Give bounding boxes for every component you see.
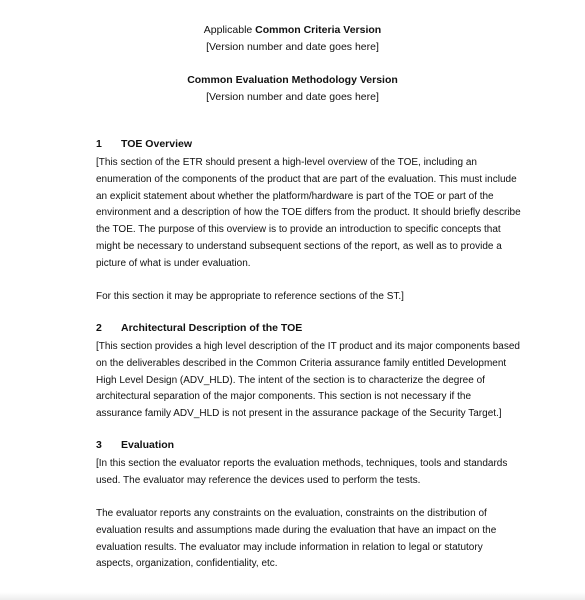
section-3-title: Evaluation — [121, 439, 175, 451]
section-2-number: 2 — [96, 322, 102, 334]
section-1-number: 1 — [96, 138, 102, 150]
text-line: For this section it may be appropriate to reference sections of the ST.] — [96, 291, 404, 302]
section-1-paragraph-1 — [96, 155, 521, 273]
text-line: The evaluator reports any constraints on the evaluation, constraints on the distribution of — [96, 508, 487, 519]
text-line: architectural separation of the major components. This section is not necessary if the — [96, 391, 472, 403]
cc-version-title: Common Criteria Version — [255, 24, 382, 36]
section-1-heading — [96, 136, 192, 152]
section-2-title: Architectural Description of the TOE — [121, 322, 303, 334]
section-3-number: 3 — [96, 439, 102, 451]
cc-version-placeholder: [Version number and date goes here] — [206, 41, 379, 53]
section-2-paragraph-1 — [96, 339, 520, 423]
text-line: used. The evaluator may reference the devices used to perform the tests. — [96, 474, 421, 486]
section-1-title: TOE Overview — [121, 138, 193, 150]
section-3-heading — [96, 437, 174, 453]
text-line: aspects, organization, confidentiality, etc. — [96, 558, 278, 570]
cem-version-placeholder: [Version number and date goes here] — [206, 91, 379, 103]
text-line: evaluation results and assumptions made during the evaluation that have an impact on the — [96, 524, 497, 536]
text-line: High Level Design (ADV_HLD). The intent of the section is to characterize the degree of — [96, 374, 485, 386]
text-line: environment and a description of how the TOE differs from the product. It should briefly describe — [96, 207, 521, 219]
section-1-paragraph-2 — [96, 289, 516, 306]
text-line: assurance family ADV_HLD is not present in the assurance package of the Security Target.] — [96, 408, 502, 420]
cc-version-prefix: Applicable — [203, 24, 256, 36]
text-line: evaluation results. The evaluator may include information in relation to legal or statutory — [96, 541, 483, 553]
text-line: picture of what is under evaluation. — [96, 257, 251, 269]
section-2-heading — [96, 320, 302, 336]
text-line: enumeration of the components of the product that are part of the evaluation. This must include — [96, 173, 517, 185]
section-3-paragraph-2 — [96, 506, 516, 573]
cc-version-line — [0, 22, 585, 38]
text-line: [In this section the evaluator reports the evaluation methods, techniques, tools and standards — [96, 458, 508, 469]
text-line: [This section of the ETR should present a high-level overview of the TOE, including an — [96, 157, 477, 168]
text-line: might be necessary to understand subsequent sections of the report, as well as to provide a — [96, 240, 502, 252]
cem-version-title: Common Evaluation Methodology Version — [187, 74, 398, 86]
text-line: an explicit statement about whether the platform/hardware is part of the TOE or part of the — [96, 190, 494, 202]
section-3-paragraph-1 — [96, 456, 516, 490]
page-bottom-shadow — [0, 592, 585, 600]
text-line: on the deliverables described in the Common Criteria assurance family entitled Development — [96, 357, 507, 369]
text-line: the TOE. The purpose of this overview is to provide an introduction to specific concepts that — [96, 224, 501, 236]
text-line: [This section provides a high level description of the IT product and its major components based — [96, 341, 520, 352]
